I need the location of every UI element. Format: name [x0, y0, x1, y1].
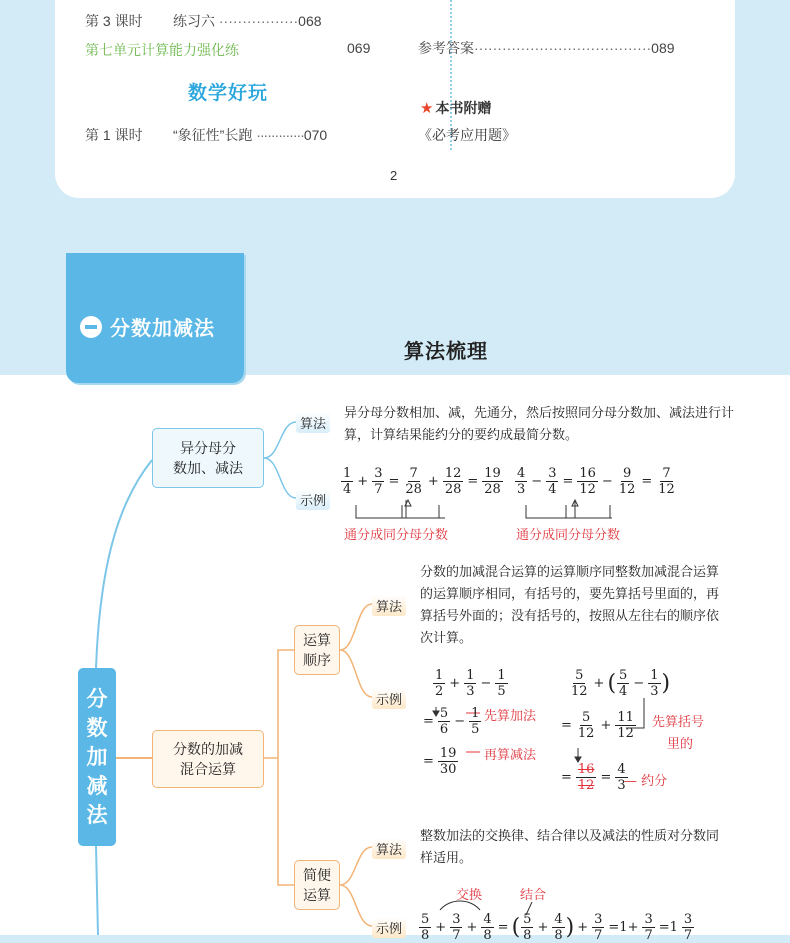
note-common-denominator: 通分成同分母分数 — [516, 528, 621, 543]
gift-title: ★ 本书附赠 — [420, 100, 492, 117]
note-reduce: — 约分 — [624, 774, 668, 789]
node-operation-order: 运算 顺序 — [294, 625, 340, 675]
algorithm-text: 整数加法的交换律、结合律以及减法的性质对分数同样适用。 — [420, 829, 720, 866]
note-add-first: 先算加法 — [484, 709, 537, 724]
example-equation: = $\frac{16}{12}$ = $\frac{4}{3}$ — [561, 762, 626, 793]
mindmap-root: 分 数 加 减 法 — [78, 668, 116, 846]
algorithm-text: 分数的加减混合运算的运算顺序同整数加减混合运算的运算顺序相同，有括号的，要先算括号里面的，再算括号外面的；没有括号的，按照从左往右的顺序依次计算。 — [420, 565, 720, 646]
example-equation: $\frac{1}{2}$ + $\frac{1}{3}$ − $\frac{1}{5}$ — [435, 668, 506, 699]
note-parentheses-first: 先算括号 — [652, 715, 705, 730]
note-parentheses-first: 里的 — [667, 737, 694, 752]
toc-entry[interactable]: 第 1 课时 “象征性”长跑 ·············070 — [85, 127, 328, 143]
tag-algorithm: 算法 — [296, 412, 330, 433]
toc-section-heading: 数学好玩 — [188, 83, 269, 104]
toc-entry-answers[interactable]: 参考答案······································089 — [418, 40, 675, 56]
example-equation: $\frac{5}{8}$ + $\frac{3}{7}$ + $\frac{4}{8}$ = ( $\frac{5}{8}$ + $\frac{4}{8}$ ) + $\frac{3}{7}$ =1+ $\frac{3}{7}$ =1 $\frac{3}{7}$ — [421, 912, 693, 943]
toc-entry[interactable]: 第七单元计算能力强化练 · 069 — [85, 40, 371, 58]
example-equation: = $\frac{5}{12}$ + $\frac{11}{12}$ — [561, 710, 634, 741]
tag-example: 示例 — [372, 688, 406, 709]
node-unlike-denominator: 异分母分 数加、减法 — [152, 428, 264, 488]
tag-example: 示例 — [296, 489, 330, 510]
example-equation: = $\frac{5}{6}$ − $\frac{1}{5}$ — [423, 706, 480, 737]
tag-example: 示例 — [372, 917, 406, 938]
note-associative: 结合 — [520, 888, 547, 903]
page-number: 2 — [390, 168, 398, 183]
note-subtract-next: 再算减法 — [484, 748, 537, 763]
tag-algorithm: 算法 — [372, 595, 406, 616]
gift-book: 《必考应用题》 — [418, 127, 516, 143]
example-equation: $\frac{1}{4}$ + $\frac{3}{7}$ = $\frac{7}{28}$ + $\frac{12}{28}$ = $\frac{19}{28}$ — [343, 466, 501, 497]
algorithm-text: 异分母分数相加、减，先通分，然后按照同分母分数加、减法进行计算，计算结果能约分的要约成最简分数。 — [344, 406, 735, 443]
tag-algorithm: 算法 — [372, 838, 406, 859]
star-icon: ★ — [420, 100, 434, 117]
example-equation: $\frac{5}{12}$ + ( $\frac{5}{4}$ − $\frac{1}{3}$ ) — [571, 668, 671, 699]
section-title: 算法梳理 — [404, 341, 488, 363]
chapter-tab-label: 分数加减法 — [110, 318, 215, 340]
example-equation: = $\frac{19}{30}$ — [423, 746, 457, 777]
note-commutative: 交换 — [456, 888, 483, 903]
node-simplified-calculation: 简便 运算 — [294, 860, 340, 910]
node-mixed-operations: 分数的加减 混合运算 — [152, 730, 264, 788]
toc-entry[interactable]: 第 3 课时 练习六 ·················068 — [85, 13, 322, 29]
example-equation: $\frac{4}{3}$ − $\frac{3}{4}$ = $\frac{16}{12}$ − $\frac{9}{12}$ = $\frac{7}{12}$ — [517, 466, 675, 497]
note-common-denominator: 通分成同分母分数 — [344, 528, 449, 543]
